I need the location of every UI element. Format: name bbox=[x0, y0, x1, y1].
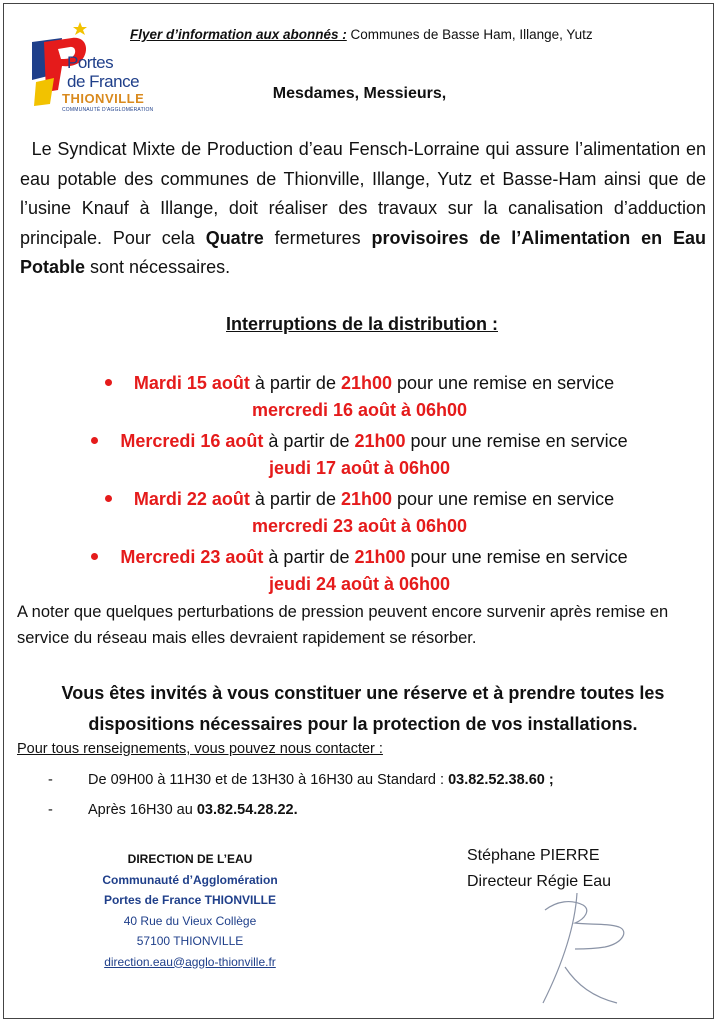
interruption-time: 21h00 bbox=[340, 373, 392, 393]
bullet-icon bbox=[91, 437, 98, 444]
interruption-from: à partir de bbox=[249, 489, 341, 509]
handwritten-signature bbox=[535, 885, 645, 1010]
intro-text-3: sont nécessaires. bbox=[85, 257, 231, 277]
bullet-icon bbox=[105, 379, 112, 386]
intro-bold-quatre: Quatre bbox=[205, 227, 264, 248]
interruption-until: pour une remise en service bbox=[392, 373, 615, 393]
interruption-day: Mercredi 16 août bbox=[120, 431, 264, 451]
contact-phone: 03.82.52.38.60 ; bbox=[448, 772, 554, 788]
section-title: Interruptions de la distribution : bbox=[226, 314, 498, 334]
interruption-time: 21h00 bbox=[354, 547, 406, 567]
interruption-line bbox=[0, 486, 719, 513]
interruption-until: pour une remise en service bbox=[405, 431, 628, 451]
interruption-line bbox=[0, 370, 719, 397]
bullet-icon bbox=[105, 495, 112, 502]
signer-role: Directeur Régie Eau bbox=[467, 873, 612, 890]
contact-phone: 03.82.54.28.22. bbox=[196, 802, 298, 818]
interruption-item bbox=[0, 544, 719, 598]
direction-address-1: 40 Rue du Vieux Collège bbox=[123, 913, 257, 928]
advice-line-2: dispositions nécessaires pour la protection de vos installations. bbox=[88, 714, 638, 734]
contact-intro: Pour tous renseignements, vous pouvez nous contacter : bbox=[17, 741, 383, 757]
interruption-line bbox=[0, 544, 719, 571]
note-paragraph: A noter que quelques perturbations de pression peuvent encore survenir après remise en service du réseau mais elles devraient rapidement se résorber. bbox=[17, 603, 669, 647]
flyer-header bbox=[130, 27, 593, 42]
dash: - bbox=[48, 802, 53, 818]
logo-text-portes: Portes bbox=[67, 53, 114, 72]
interruption-until: pour une remise en service bbox=[392, 489, 615, 509]
direction-title: DIRECTION DE L’EAU bbox=[127, 852, 253, 866]
logo-text-communaute: COMMUNAUTÉ D'AGGLOMÉRATION bbox=[62, 107, 154, 113]
advice-block bbox=[0, 678, 719, 740]
bullet-icon bbox=[91, 553, 98, 560]
dash: - bbox=[48, 772, 53, 788]
interruption-from: à partir de bbox=[263, 547, 355, 567]
interruption-until: pour une remise en service bbox=[405, 547, 628, 567]
interruption-from: à partir de bbox=[249, 373, 341, 393]
interruption-item bbox=[0, 370, 719, 424]
interruption-day: Mercredi 23 août bbox=[120, 547, 264, 567]
contact-text: Après 16H30 au bbox=[88, 802, 197, 818]
greeting: Mesdames, Messieurs, bbox=[272, 85, 447, 102]
flyer-communes: Communes de Basse Ham, Illange, Yutz bbox=[346, 27, 593, 42]
intro-bold-provisoires: provisoires de l’Alimentation en Eau Potable bbox=[20, 227, 707, 277]
interruption-restore: mercredi 16 août à 06h00 bbox=[251, 400, 468, 420]
interruption-day: Mardi 22 août bbox=[133, 489, 250, 509]
direction-email-link[interactable]: direction.eau@agglo-thionville.fr bbox=[104, 954, 276, 969]
direction-org-1: Communauté d’Agglomération bbox=[102, 872, 278, 887]
contact-line-after-hours bbox=[48, 802, 298, 818]
contact-text: De 09H00 à 11H30 et de 13H30 à 16H30 au Standard : bbox=[88, 772, 449, 788]
intro-paragraph bbox=[20, 135, 706, 283]
contact-line-standard bbox=[48, 772, 554, 788]
interruption-item bbox=[0, 486, 719, 540]
direction-org-2: Portes de France THIONVILLE bbox=[103, 893, 277, 907]
interruption-time: 21h00 bbox=[354, 431, 406, 451]
interruption-line bbox=[0, 428, 719, 455]
intro-text-1: Le Syndicat Mixte de Production d’eau Fensch-Lorraine qui assure l’alimentation en eau potable des communes de Thionville, Illange, Yutz et Basse-Ham ainsi que de l’usine Knauf à Illange, doit réaliser des travaux sur la canalisation d’adduction principale. Pour cela bbox=[20, 139, 706, 248]
interruption-time: 21h00 bbox=[340, 489, 392, 509]
direction-address-2: 57100 THIONVILLE bbox=[136, 934, 244, 948]
interruption-restore: jeudi 24 août à 06h00 bbox=[268, 574, 451, 594]
flyer-label: Flyer d’information aux abonnés : bbox=[130, 27, 347, 42]
interruption-restore: jeudi 17 août à 06h00 bbox=[268, 458, 451, 478]
interruption-day: Mardi 15 août bbox=[133, 373, 250, 393]
signer-name: Stéphane PIERRE bbox=[467, 847, 600, 864]
advice-line-1: Vous êtes invités à vous constituer une réserve et à prendre toutes les bbox=[61, 683, 665, 703]
logo-text-de-france: de France bbox=[67, 72, 140, 91]
intro-text-2: fermetures bbox=[263, 227, 372, 248]
direction-block bbox=[60, 849, 320, 972]
interruption-from: à partir de bbox=[263, 431, 355, 451]
interruption-item bbox=[0, 428, 719, 482]
logo-text-thionville: THIONVILLE bbox=[62, 91, 145, 106]
interruption-restore: mercredi 23 août à 06h00 bbox=[251, 516, 468, 536]
